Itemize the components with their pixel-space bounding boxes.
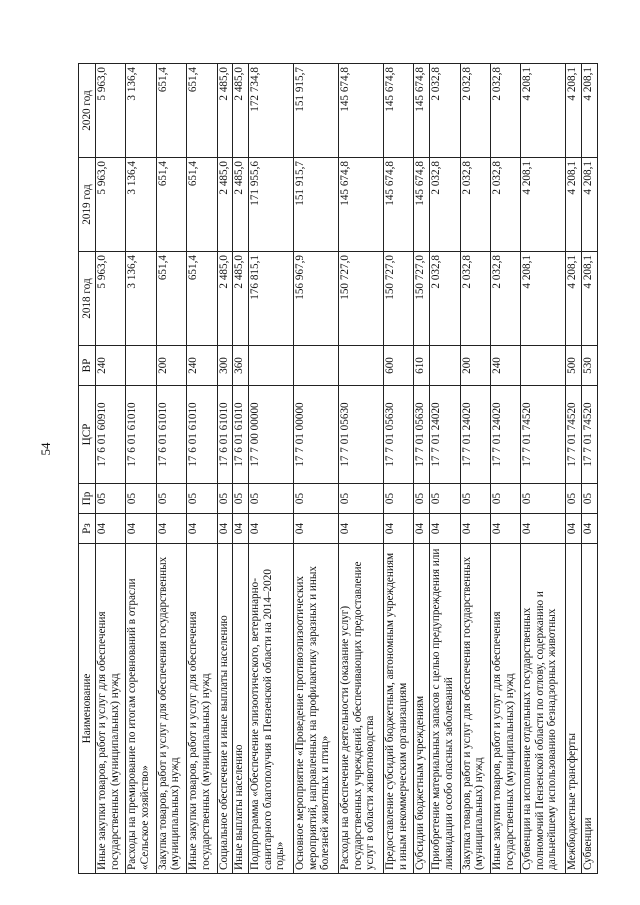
row-2019: 4 208,1 <box>521 158 566 252</box>
row-pr: 05 <box>96 484 126 514</box>
row-2020: 145 674,8 <box>339 64 384 158</box>
row-2018: 2 032,8 <box>490 252 520 346</box>
row-2020: 4 208,1 <box>521 64 566 158</box>
row-csr: 17 7 01 24020 <box>460 386 490 484</box>
row-name: Иные закупки товаров, работ и услуг для обеспечения государственных (муниципальных) нужд <box>187 544 217 874</box>
table-row <box>339 64 384 874</box>
row-name: Закупка товаров, работ и услуг для обеспечения государственных (муниципальных) нужд <box>460 544 490 874</box>
row-2018: 651,4 <box>187 252 217 346</box>
row-pr: 05 <box>126 484 156 514</box>
row-2018: 150 727,0 <box>384 252 414 346</box>
row-rz: 04 <box>249 514 294 544</box>
rotated-page-content <box>78 64 598 874</box>
row-2019: 2 032,8 <box>430 158 460 252</box>
row-csr: 17 6 01 61010 <box>156 386 186 484</box>
budget-table <box>78 63 598 874</box>
row-name: Приобретение материальных запасов с целью предупреждения или ликвидации особо опасных заболеваний <box>430 544 460 874</box>
row-rz: 04 <box>339 514 384 544</box>
row-csr: 17 6 01 60910 <box>96 386 126 484</box>
row-csr: 17 7 01 74520 <box>566 386 582 484</box>
row-2018: 4 208,1 <box>566 252 582 346</box>
row-2020: 2 485,0 <box>233 64 249 158</box>
row-2018: 156 967,9 <box>294 252 339 346</box>
row-csr: 17 7 01 05630 <box>339 386 384 484</box>
row-csr: 17 7 01 24020 <box>430 386 460 484</box>
table-row <box>294 64 339 874</box>
row-pr: 05 <box>582 484 598 514</box>
row-vr <box>339 346 384 386</box>
row-2019: 151 915,7 <box>294 158 339 252</box>
row-name: Расходы на обеспечение деятельности (оказание услуг) государственных учреждений, обеспечивающих предоставление услуг в области животноводства <box>339 544 384 874</box>
row-2020: 4 208,1 <box>566 64 582 158</box>
row-pr: 05 <box>233 484 249 514</box>
row-name: Расходы на премирование по итогам соревнований в отрасли «Сельское хозяйство» <box>126 544 156 874</box>
row-2018: 651,4 <box>156 252 186 346</box>
col-header-csr: ЦСР <box>79 386 96 484</box>
row-2020: 151 915,7 <box>294 64 339 158</box>
row-rz: 04 <box>460 514 490 544</box>
row-2018: 150 727,0 <box>339 252 384 346</box>
table-row <box>249 64 294 874</box>
row-2020: 2 032,8 <box>490 64 520 158</box>
row-name: Социальное обеспечение и иные выплаты населению <box>217 544 233 874</box>
row-csr: 17 7 01 74520 <box>582 386 598 484</box>
row-name: Иные закупки товаров, работ и услуг для обеспечения государственных (муниципальных) нужд <box>96 544 126 874</box>
row-2019: 2 032,8 <box>490 158 520 252</box>
row-vr <box>521 346 566 386</box>
row-name: Субсидии бюджетным учреждениям <box>414 544 430 874</box>
col-header-name: Наименование <box>79 544 96 874</box>
row-vr <box>126 346 156 386</box>
table-row <box>96 64 126 874</box>
row-rz: 04 <box>187 514 217 544</box>
row-rz: 04 <box>96 514 126 544</box>
row-pr: 05 <box>249 484 294 514</box>
table-body <box>96 64 598 874</box>
row-2019: 2 485,0 <box>217 158 233 252</box>
row-pr: 05 <box>521 484 566 514</box>
row-2018: 2 032,8 <box>430 252 460 346</box>
row-vr <box>249 346 294 386</box>
row-2020: 2 032,8 <box>430 64 460 158</box>
row-2018: 3 136,4 <box>126 252 156 346</box>
row-vr: 600 <box>384 346 414 386</box>
table-row <box>521 64 566 874</box>
row-rz: 04 <box>233 514 249 544</box>
row-csr: 17 7 01 74520 <box>521 386 566 484</box>
row-csr: 17 6 01 61010 <box>217 386 233 484</box>
table-row <box>582 64 598 874</box>
row-vr: 200 <box>460 346 490 386</box>
col-header-rz: Рз <box>79 514 96 544</box>
row-pr: 05 <box>217 484 233 514</box>
row-2018: 2 485,0 <box>233 252 249 346</box>
row-csr: 17 6 01 61010 <box>187 386 217 484</box>
row-2018: 150 727,0 <box>414 252 430 346</box>
table-row <box>430 64 460 874</box>
col-header-pr: Пр <box>79 484 96 514</box>
row-rz: 04 <box>490 514 520 544</box>
row-2019: 2 032,8 <box>460 158 490 252</box>
row-2020: 145 674,8 <box>414 64 430 158</box>
row-rz: 04 <box>126 514 156 544</box>
row-2020: 5 963,0 <box>96 64 126 158</box>
col-header-2019: 2019 год <box>79 158 96 252</box>
row-name: Иные выплаты населению <box>233 544 249 874</box>
row-rz: 04 <box>430 514 460 544</box>
row-rz: 04 <box>414 514 430 544</box>
row-2020: 4 208,1 <box>582 64 598 158</box>
row-name: Субвенции на исполнение отдельных государственных полномочий Пензенской области по отлову, содержанию и дальнейшему использованию безнадзорных животных <box>521 544 566 874</box>
row-rz: 04 <box>582 514 598 544</box>
row-vr <box>430 346 460 386</box>
row-2019: 3 136,4 <box>126 158 156 252</box>
row-2019: 145 674,8 <box>414 158 430 252</box>
row-name: Иные закупки товаров, работ и услуг для обеспечения государственных (муниципальных) нужд <box>490 544 520 874</box>
row-pr: 05 <box>294 484 339 514</box>
row-rz: 04 <box>566 514 582 544</box>
row-pr: 05 <box>566 484 582 514</box>
row-2018: 5 963,0 <box>96 252 126 346</box>
row-rz: 04 <box>294 514 339 544</box>
row-2018: 2 032,8 <box>460 252 490 346</box>
table-row <box>490 64 520 874</box>
row-2019: 5 963,0 <box>96 158 126 252</box>
table-header-row <box>79 64 96 874</box>
row-rz: 04 <box>217 514 233 544</box>
row-name: Предоставление субсидий бюджетным, автономным учреждениям и иным некоммерческим организациям <box>384 544 414 874</box>
row-pr: 05 <box>339 484 384 514</box>
row-pr: 05 <box>460 484 490 514</box>
row-name: Закупка товаров, работ и услуг для обеспечения государственных (муниципальных) нужд <box>156 544 186 874</box>
row-2019: 2 485,0 <box>233 158 249 252</box>
row-vr: 240 <box>490 346 520 386</box>
row-name: Основное мероприятие «Проведение противоэпизоотических мероприятий, направленных на профилактику заразных и иных болезней животных и птиц» <box>294 544 339 874</box>
row-vr: 240 <box>187 346 217 386</box>
row-rz: 04 <box>521 514 566 544</box>
row-vr: 200 <box>156 346 186 386</box>
col-header-2020: 2020 год <box>79 64 96 158</box>
table-row <box>156 64 186 874</box>
table-row <box>126 64 156 874</box>
row-csr: 17 7 01 05630 <box>384 386 414 484</box>
table-row <box>187 64 217 874</box>
table-row <box>384 64 414 874</box>
row-2018: 4 208,1 <box>521 252 566 346</box>
row-2019: 171 955,6 <box>249 158 294 252</box>
row-2018: 176 815,1 <box>249 252 294 346</box>
row-pr: 05 <box>430 484 460 514</box>
row-csr: 17 7 01 00000 <box>294 386 339 484</box>
row-vr: 240 <box>96 346 126 386</box>
row-rz: 04 <box>384 514 414 544</box>
table-row <box>414 64 430 874</box>
row-2019: 651,4 <box>187 158 217 252</box>
row-2019: 4 208,1 <box>566 158 582 252</box>
row-pr: 05 <box>490 484 520 514</box>
col-header-2018: 2018 год <box>79 252 96 346</box>
table-row <box>217 64 233 874</box>
row-csr: 17 7 00 00000 <box>249 386 294 484</box>
row-2020: 2 485,0 <box>217 64 233 158</box>
row-2019: 145 674,8 <box>339 158 384 252</box>
row-csr: 17 7 01 05630 <box>414 386 430 484</box>
row-2020: 651,4 <box>187 64 217 158</box>
table-row <box>233 64 249 874</box>
row-csr: 17 6 01 61010 <box>126 386 156 484</box>
row-2019: 651,4 <box>156 158 186 252</box>
row-name: Субвенции <box>582 544 598 874</box>
row-2020: 2 032,8 <box>460 64 490 158</box>
row-2018: 2 485,0 <box>217 252 233 346</box>
row-pr: 05 <box>156 484 186 514</box>
row-name: Подпрограмма «Обеспечение эпизоотического, ветеринарно-санитарного благополучия в Пензенской области на 2014–2020 годы» <box>249 544 294 874</box>
row-csr: 17 7 01 24020 <box>490 386 520 484</box>
table-row <box>566 64 582 874</box>
row-pr: 05 <box>414 484 430 514</box>
row-vr: 360 <box>233 346 249 386</box>
row-csr: 17 6 01 61010 <box>233 386 249 484</box>
row-pr: 05 <box>384 484 414 514</box>
row-2020: 651,4 <box>156 64 186 158</box>
row-2020: 172 734,8 <box>249 64 294 158</box>
row-vr: 500 <box>566 346 582 386</box>
row-vr: 610 <box>414 346 430 386</box>
row-2019: 145 674,8 <box>384 158 414 252</box>
row-name: Межбюджетные трансферты <box>566 544 582 874</box>
row-2018: 4 208,1 <box>582 252 598 346</box>
row-pr: 05 <box>187 484 217 514</box>
row-2019: 4 208,1 <box>582 158 598 252</box>
row-2020: 3 136,4 <box>126 64 156 158</box>
row-rz: 04 <box>156 514 186 544</box>
row-2020: 145 674,8 <box>384 64 414 158</box>
row-vr: 300 <box>217 346 233 386</box>
col-header-vr: ВР <box>79 346 96 386</box>
row-vr: 530 <box>582 346 598 386</box>
row-vr <box>294 346 339 386</box>
table-row <box>460 64 490 874</box>
page-number: 54 <box>38 442 53 456</box>
